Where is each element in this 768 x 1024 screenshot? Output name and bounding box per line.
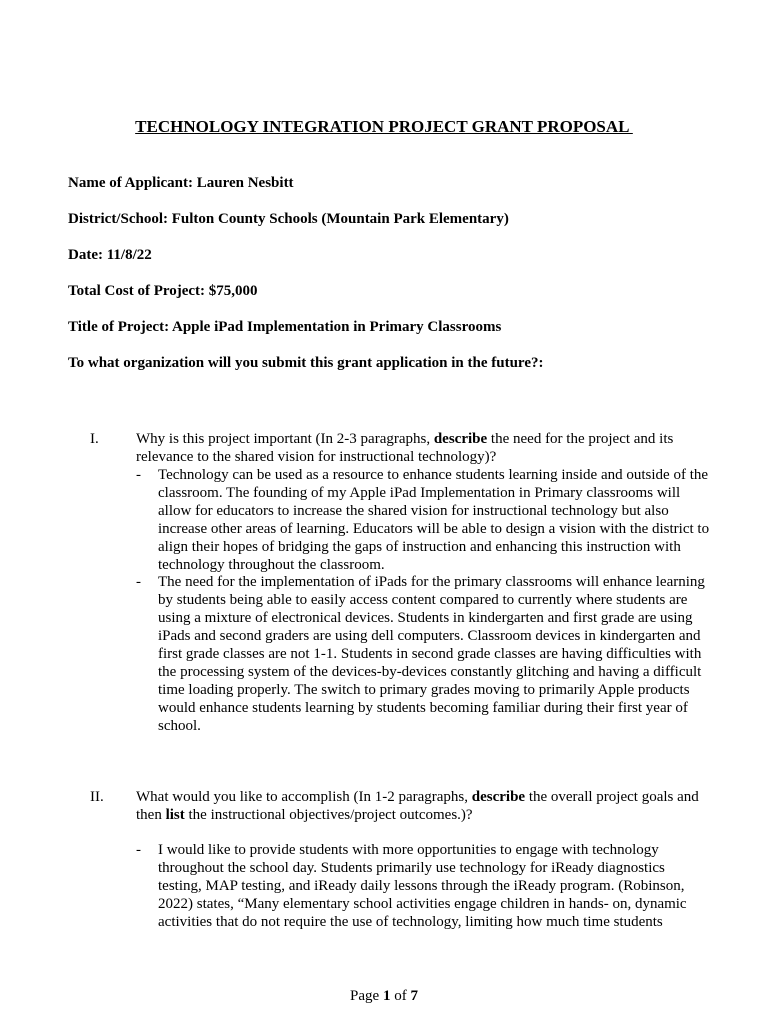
page-total: 7 (410, 988, 418, 1004)
page-current: 1 (382, 988, 391, 1004)
organization-question: To what organization will you submit this grant application in the future?: (68, 355, 544, 371)
section-2-bullet-1: - I would like to provide students with more opportunities to engage with technology throughout the school day. Students primarily use technology for iReady diagnostics testing, MAP testing, and iReady daily lessons through the iReady program. (Robinson, 2022) states, “Many elementary school activities engage children in hands- on, dynamic activities that do not require the use of technology, limiting how much time students (136, 842, 687, 930)
section-1-question: Why is this project important (In 2-3 paragraphs, describe the need for the project and its relevance to the shared vision for instructional technology)? (136, 431, 674, 465)
section-1-numeral: I. (90, 431, 99, 447)
page-footer: Page 1 of 7 (350, 988, 418, 1004)
proposal-date: Date: 11/8/22 (68, 247, 152, 263)
district-school: District/School: Fulton County Schools (Mountain Park Elementary) (68, 211, 509, 227)
total-cost: Total Cost of Project: $75,000 (68, 283, 258, 299)
section-2-numeral: II. (90, 789, 104, 805)
applicant-name: Name of Applicant: Lauren Nesbitt (68, 175, 294, 191)
section-2-question: What would you like to accomplish (In 1-2 paragraphs, describe the overall project goals and then list the instructional objectives/project outcomes.)? (136, 789, 699, 823)
project-title: Title of Project: Apple iPad Implementation in Primary Classrooms (68, 319, 502, 335)
section-1-bullet-1: - Technology can be used as a resource to enhance students learning inside and outside of the classroom. The founding of my Apple iPad Implementation in Primary classrooms will allow for educators to increase the shared vision for instructional technology but also increase other areas of learning. Educators will be able to design a vision with the district to align their hopes of bridging the gaps of instruction and enhancing this instruction with technology throughout the classroom. (136, 467, 710, 573)
section-1-bullet-2: - The need for the implementation of iPads for the primary classrooms will enhance learning by students being able to easily access content compared to currently where students are using a mixture of electronical devices. Students in kindergarten and first grade are using iPads and second graders are using dell computers. Classroom devices in kindergarten and first grade classes are not 1-1. Students in second grade classes are having difficulties with the processing system of the devices-by-devices constantly glitching and having a difficult time loading properly. The switch to primary grades moving to primarily Apple products would enhance students learning by students becoming familiar during their first year of school. (136, 574, 705, 734)
document-title: TECHNOLOGY INTEGRATION PROJECT GRANT PROPOSAL (135, 117, 633, 136)
